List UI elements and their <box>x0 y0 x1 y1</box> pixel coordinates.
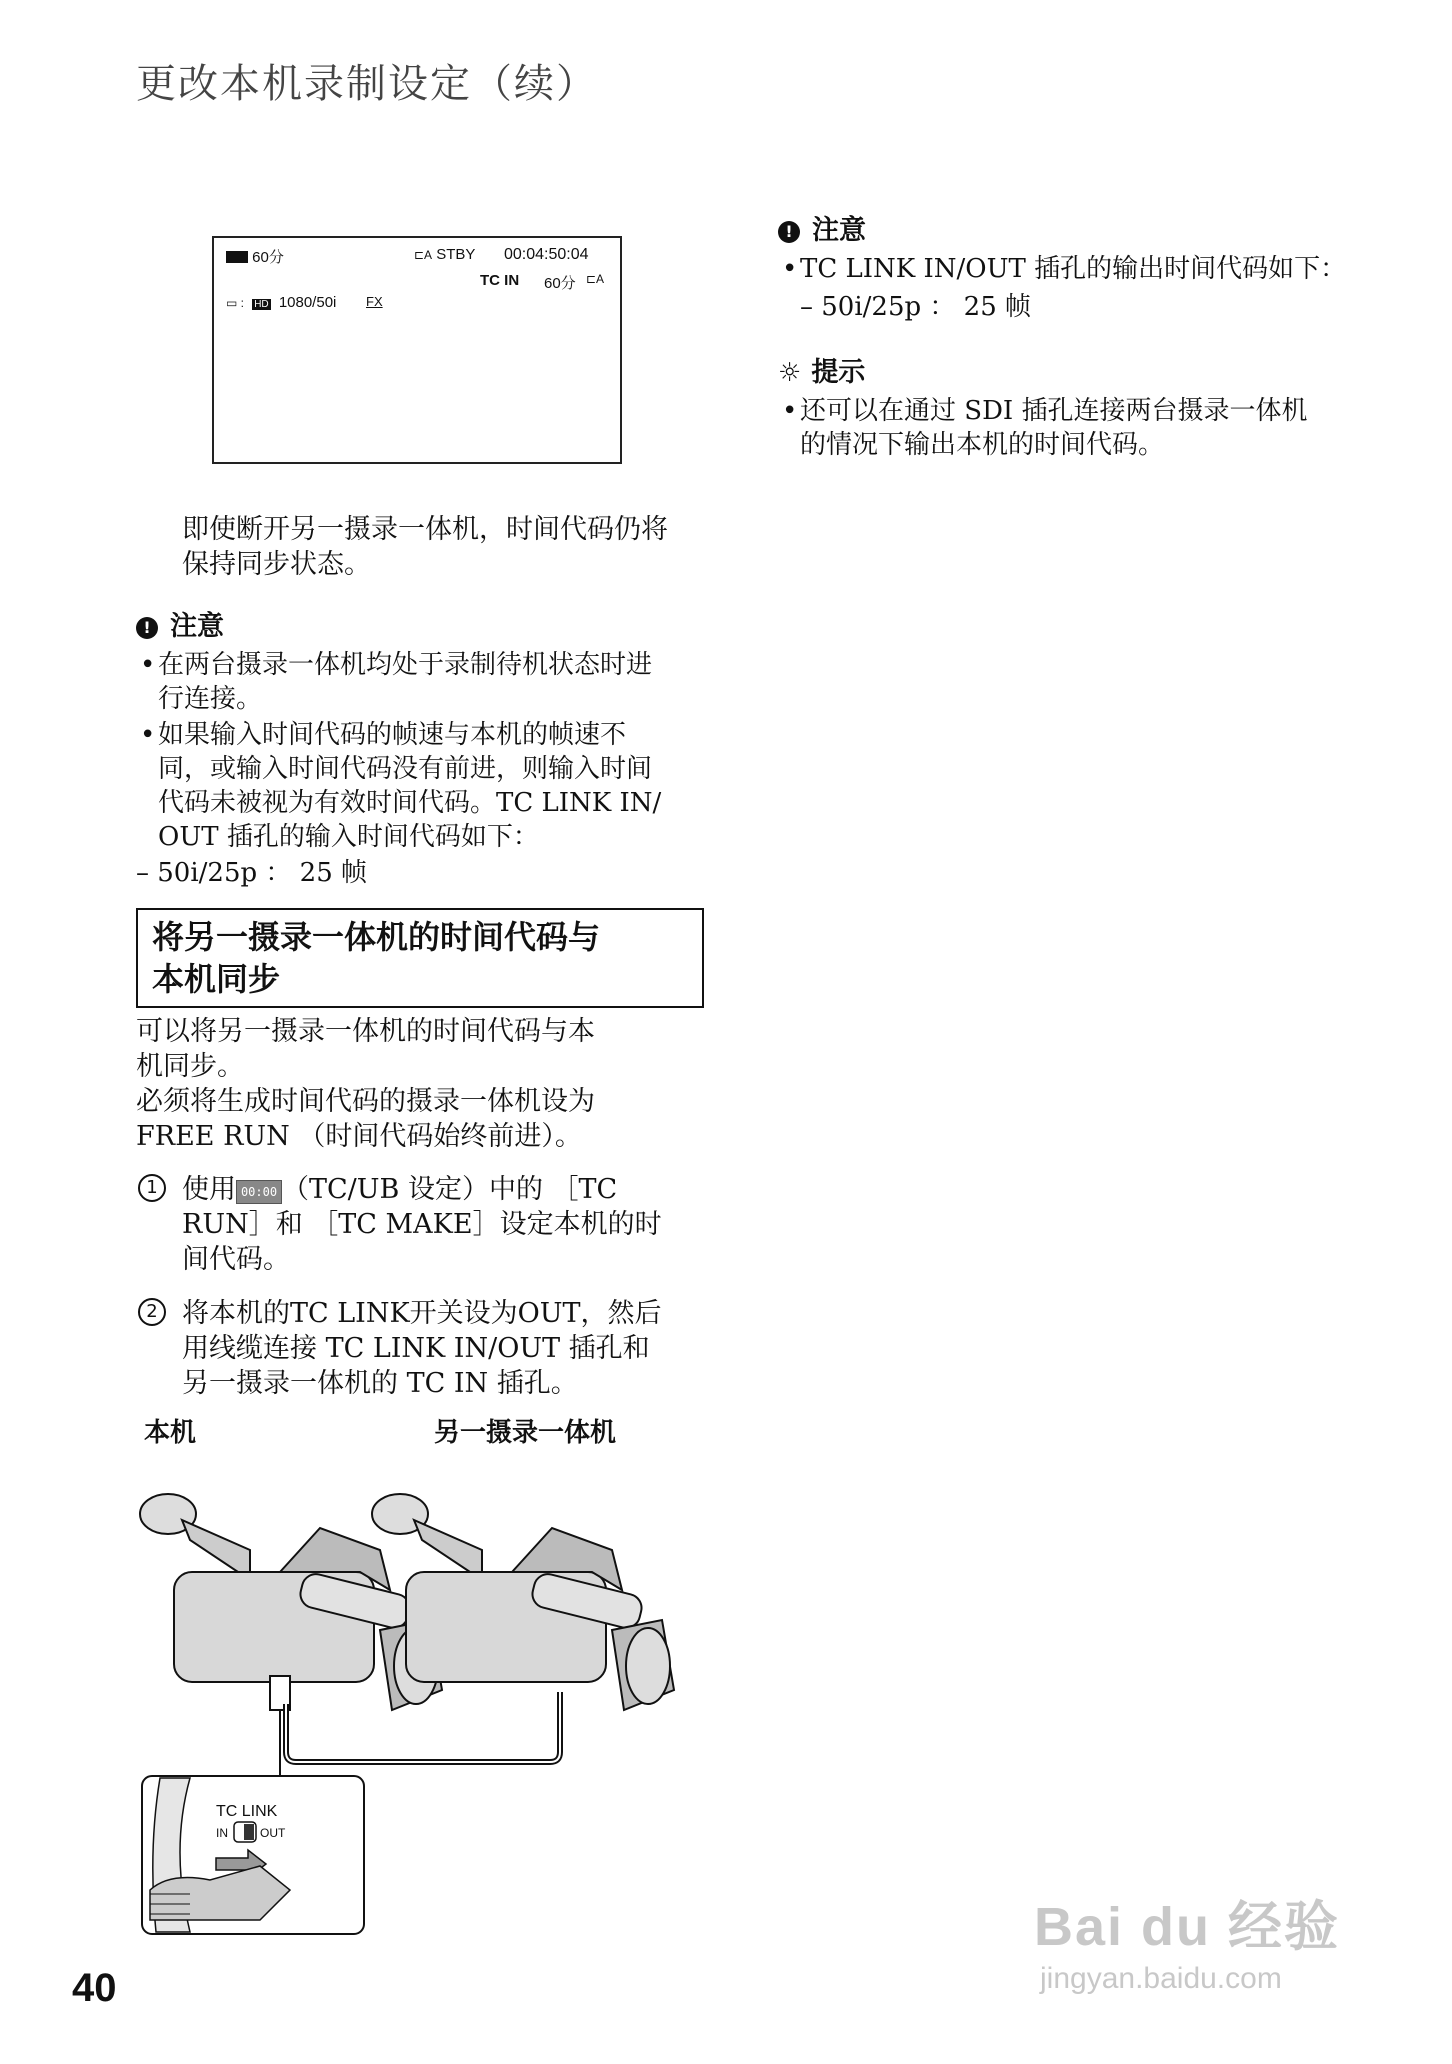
step-number: 2 <box>138 1298 166 1326</box>
card-icon: ▭ : <box>226 296 245 310</box>
lcd-caption: 即使断开另一摄录一体机，时间代码仍将 保持同步状态。 <box>182 514 668 580</box>
battery-indicator: 60分 <box>226 246 284 267</box>
note-dash-item: – 50i/25p ： 25 帧 <box>136 858 368 888</box>
section-heading: 将另一摄录一体机的时间代码与 本机同步 <box>136 908 704 1008</box>
lightbulb-icon: ☼ <box>778 358 802 388</box>
caution-icon: ! <box>136 617 158 639</box>
step-number: 1 <box>138 1174 166 1202</box>
step-2: 2 将本机的TC LINK开关设为OUT，然后 用线缆连接 TC LINK IN/OUT 插孔和 另一摄录一体机的 TC IN 插孔。 <box>182 1296 662 1401</box>
note-heading-right: ! 注意 <box>778 208 866 247</box>
caution-icon: ! <box>778 221 800 243</box>
switch-label: TC LINK <box>216 1803 278 1820</box>
fx-indicator: FX <box>366 294 383 309</box>
section-intro: 可以将另一摄录一体机的时间代码与本 机同步。 必须将生成时间代码的摄录一体机设为 FREE RUN （时间代码始终前进）。 <box>136 1016 595 1152</box>
remaining-minutes: 60分 <box>544 275 576 292</box>
note-bullet: • 如果输入时间代码的帧速与本机的帧速不 同，或输入时间代码没有前进，则输入时间 代码未被视为有效时间代码。TC LINK IN/ OUT 插孔的输入时间代码如下： <box>140 720 662 852</box>
note-bullet: • TC LINK IN/OUT 插孔的输出时间代码如下： <box>782 254 1347 284</box>
note-heading-left: ! 注意 <box>136 604 224 643</box>
note-bullet: • 在两台摄录一体机均处于录制待机状态时进 行连接。 <box>140 650 653 714</box>
switch-in-label: IN <box>216 1826 228 1840</box>
step-1: 1 使用 00:00 （TC/UB 设定）中的 ［TC RUN］和 ［TC MAKE］设定本机的时 间代码。 <box>182 1172 662 1277</box>
tc-status: ⊏A STBY <box>414 246 476 263</box>
switch-out-label: OUT <box>260 1826 286 1840</box>
battery-icon <box>226 251 248 263</box>
note-dash-item: – 50i/25p ： 25 帧 <box>800 292 1032 322</box>
tip-heading: ☼ 提示 <box>778 357 866 388</box>
page-number: 40 <box>72 1966 117 2010</box>
camcorder-other-unit <box>372 1494 674 1710</box>
lcd-screen-illustration <box>212 236 622 464</box>
label-this-unit: 本机 <box>144 1418 197 1448</box>
hd-badge-icon: HD <box>254 299 269 310</box>
media-icon: ⊏A <box>586 272 605 286</box>
tc-icon: ⊏A <box>414 248 433 262</box>
recording-mode: ▭ : HD 1080/50i <box>226 294 337 311</box>
page-title: 更改本机录制设定（续） <box>136 61 598 107</box>
watermark-url: jingyan.baidu.com <box>1040 1962 1282 1995</box>
timecode-readout: 00:04:50:04 <box>504 246 589 263</box>
label-other-camcorder: 另一摄录一体机 <box>434 1418 617 1448</box>
watermark-logo: Bai du 经验 <box>1034 1897 1341 1957</box>
tc-in-indicator: TC IN <box>480 272 520 289</box>
tc-ub-menu-icon: 00:00 <box>236 1180 282 1204</box>
tip-bullet: • 还可以在通过 SDI 插孔连接两台摄录一体机 的情况下输出本机的时间代码。 <box>782 396 1308 460</box>
connection-diagram <box>130 1480 710 1940</box>
